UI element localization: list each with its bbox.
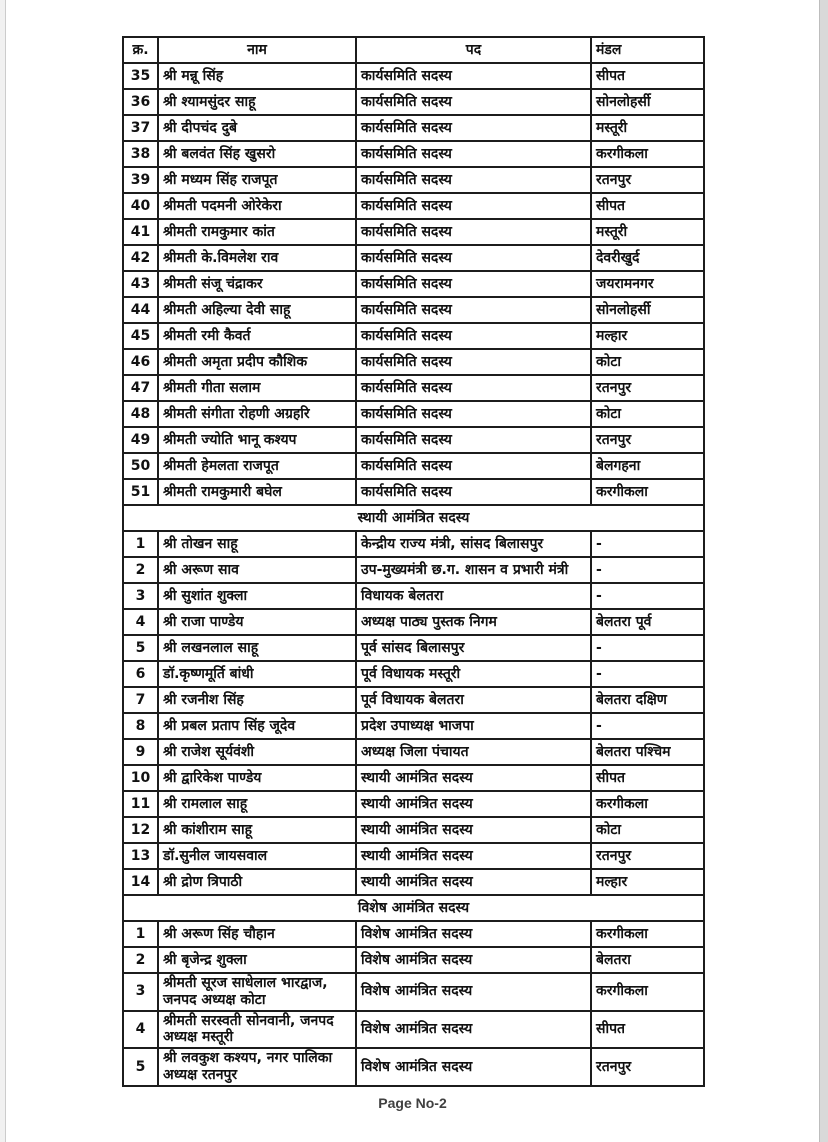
- post-cell: कार्यसमिति सदस्य: [356, 401, 591, 427]
- post-cell: स्थायी आमंत्रित सदस्य: [356, 869, 591, 895]
- name-cell: श्री सुशांत शुक्ला: [158, 583, 356, 609]
- table-row: [123, 661, 704, 687]
- row-number-cell: 48: [123, 401, 158, 427]
- post-cell: विशेष आमंत्रित सदस्य: [356, 947, 591, 973]
- name-cell: श्रीमती पदमनी ओरेकेरा: [158, 193, 356, 219]
- row-number-cell: 49: [123, 427, 158, 453]
- name-cell: श्री बृजेन्द्र शुक्ला: [158, 947, 356, 973]
- post-cell: विधायक बेलतरा: [356, 583, 591, 609]
- table-row: [123, 219, 704, 245]
- name-cell: श्री कांशीराम साहू: [158, 817, 356, 843]
- post-cell: कार्यसमिति सदस्य: [356, 323, 591, 349]
- zone-cell: रतनपुर: [591, 1048, 704, 1086]
- name-cell: श्री प्रबल प्रताप सिंह जूदेव: [158, 713, 356, 739]
- table-row: [123, 271, 704, 297]
- members-table: [122, 36, 705, 1087]
- name-cell: श्री मन्नू सिंह: [158, 63, 356, 89]
- row-number-cell: 14: [123, 869, 158, 895]
- post-cell: कार्यसमिति सदस्य: [356, 167, 591, 193]
- name-cell: श्रीमती के.विमलेश राव: [158, 245, 356, 271]
- zone-cell: -: [591, 583, 704, 609]
- table-row: [123, 973, 704, 1011]
- name-cell: श्री रामलाल साहू: [158, 791, 356, 817]
- table-row: [123, 1011, 704, 1049]
- name-cell: श्री रजनीश सिंह: [158, 687, 356, 713]
- post-cell: स्थायी आमंत्रित सदस्य: [356, 843, 591, 869]
- row-number-cell: 47: [123, 375, 158, 401]
- post-cell: कार्यसमिति सदस्य: [356, 453, 591, 479]
- table-row: [123, 609, 704, 635]
- name-cell: श्री बलवंत सिंह खुसरो: [158, 141, 356, 167]
- row-number-cell: 38: [123, 141, 158, 167]
- table-row: [123, 375, 704, 401]
- zone-cell: मल्हार: [591, 323, 704, 349]
- name-cell: श्रीमती ज्योति भानू कश्यप: [158, 427, 356, 453]
- zone-cell: करगीकला: [591, 479, 704, 505]
- table-row: [123, 531, 704, 557]
- name-cell: श्री दीपचंद दुबे: [158, 115, 356, 141]
- table-body: [123, 63, 704, 1086]
- table-row: [123, 115, 704, 141]
- name-cell: श्री तोखन साहू: [158, 531, 356, 557]
- zone-cell: -: [591, 661, 704, 687]
- name-cell: श्री लवकुश कश्यप, नगर पालिका अध्यक्ष रतनपुर: [158, 1048, 356, 1086]
- row-number-cell: 5: [123, 635, 158, 661]
- section-header-row: [123, 895, 704, 921]
- zone-cell: सीपत: [591, 63, 704, 89]
- post-cell: कार्यसमिति सदस्य: [356, 427, 591, 453]
- row-number-cell: 7: [123, 687, 158, 713]
- row-number-cell: 4: [123, 609, 158, 635]
- table-row: [123, 947, 704, 973]
- name-cell: श्री लखनलाल साहू: [158, 635, 356, 661]
- post-cell: कार्यसमिति सदस्य: [356, 271, 591, 297]
- table-row: [123, 921, 704, 947]
- zone-cell: बेलतरा दक्षिण: [591, 687, 704, 713]
- name-cell: श्रीमती रामकुमारी बघेल: [158, 479, 356, 505]
- table-row: [123, 167, 704, 193]
- table-row: [123, 869, 704, 895]
- zone-cell: करगीकला: [591, 791, 704, 817]
- row-number-cell: 37: [123, 115, 158, 141]
- post-cell: स्थायी आमंत्रित सदस्य: [356, 817, 591, 843]
- name-cell: श्री अरूण सिंह चौहान: [158, 921, 356, 947]
- zone-cell: सीपत: [591, 765, 704, 791]
- name-cell: श्रीमती संगीता रोहणी अग्रहरि: [158, 401, 356, 427]
- post-cell: कार्यसमिति सदस्य: [356, 349, 591, 375]
- table-row: [123, 479, 704, 505]
- table-row: [123, 401, 704, 427]
- row-number-cell: 42: [123, 245, 158, 271]
- table-row: [123, 817, 704, 843]
- zone-cell: मल्हार: [591, 869, 704, 895]
- table-row: [123, 453, 704, 479]
- post-cell: विशेष आमंत्रित सदस्य: [356, 1048, 591, 1086]
- row-number-cell: 36: [123, 89, 158, 115]
- row-number-cell: 45: [123, 323, 158, 349]
- row-number-cell: 2: [123, 557, 158, 583]
- name-cell: श्रीमती अहिल्या देवी साहू: [158, 297, 356, 323]
- zone-cell: जयरामनगर: [591, 271, 704, 297]
- row-number-cell: 1: [123, 921, 158, 947]
- row-number-cell: 50: [123, 453, 158, 479]
- table-row: [123, 193, 704, 219]
- name-cell: श्री राजेश सूर्यवंशी: [158, 739, 356, 765]
- zone-cell: कोटा: [591, 349, 704, 375]
- row-number-cell: 10: [123, 765, 158, 791]
- name-cell: श्रीमती हेमलता राजपूत: [158, 453, 356, 479]
- zone-cell: बेलतरा पश्चिम: [591, 739, 704, 765]
- post-cell: अध्यक्ष पाठ्य पुस्तक निगम: [356, 609, 591, 635]
- name-cell: श्री द्वारिकेश पाण्डेय: [158, 765, 356, 791]
- zone-cell: मस्तूरी: [591, 219, 704, 245]
- post-cell: कार्यसमिति सदस्य: [356, 245, 591, 271]
- table-row: [123, 245, 704, 271]
- row-number-cell: 5: [123, 1048, 158, 1086]
- zone-cell: -: [591, 531, 704, 557]
- table-row: [123, 323, 704, 349]
- post-cell: स्थायी आमंत्रित सदस्य: [356, 765, 591, 791]
- post-cell: विशेष आमंत्रित सदस्य: [356, 1011, 591, 1049]
- section-title: विशेष आमंत्रित सदस्य: [123, 895, 704, 921]
- name-cell: डॉ.सुनील जायसवाल: [158, 843, 356, 869]
- row-number-cell: 3: [123, 583, 158, 609]
- row-number-cell: 3: [123, 973, 158, 1011]
- zone-cell: रतनपुर: [591, 843, 704, 869]
- row-number-cell: 35: [123, 63, 158, 89]
- post-cell: विशेष आमंत्रित सदस्य: [356, 973, 591, 1011]
- name-cell: श्री मध्यम सिंह राजपूत: [158, 167, 356, 193]
- table-row: [123, 557, 704, 583]
- row-number-cell: 12: [123, 817, 158, 843]
- row-number-cell: 39: [123, 167, 158, 193]
- table-row: [123, 349, 704, 375]
- row-number-cell: 40: [123, 193, 158, 219]
- name-cell: श्री द्रोण त्रिपाठी: [158, 869, 356, 895]
- scrollbar[interactable]: [819, 0, 828, 1142]
- table-row: [123, 63, 704, 89]
- table-row: [123, 583, 704, 609]
- column-header: पद: [356, 37, 591, 63]
- section-header-row: [123, 505, 704, 531]
- row-number-cell: 46: [123, 349, 158, 375]
- name-cell: डॉ.कृष्णमूर्ति बांधी: [158, 661, 356, 687]
- name-cell: श्रीमती रामकुमार कांत: [158, 219, 356, 245]
- post-cell: कार्यसमिति सदस्य: [356, 219, 591, 245]
- zone-cell: -: [591, 713, 704, 739]
- post-cell: कार्यसमिति सदस्य: [356, 479, 591, 505]
- zone-cell: रतनपुर: [591, 167, 704, 193]
- row-number-cell: 8: [123, 713, 158, 739]
- zone-cell: कोटा: [591, 817, 704, 843]
- zone-cell: देवरीखुर्द: [591, 245, 704, 271]
- name-cell: श्री अरूण साव: [158, 557, 356, 583]
- zone-cell: सोनलोहर्सी: [591, 89, 704, 115]
- name-cell: श्री श्यामसुंदर साहू: [158, 89, 356, 115]
- post-cell: कार्यसमिति सदस्य: [356, 375, 591, 401]
- post-cell: कार्यसमिति सदस्य: [356, 63, 591, 89]
- zone-cell: करगीकला: [591, 973, 704, 1011]
- table-row: [123, 141, 704, 167]
- post-cell: कार्यसमिति सदस्य: [356, 89, 591, 115]
- zone-cell: सोनलोहर्सी: [591, 297, 704, 323]
- zone-cell: कोटा: [591, 401, 704, 427]
- name-cell: श्रीमती सूरज साधेलाल भारद्वाज, जनपद अध्यक्ष कोटा: [158, 973, 356, 1011]
- table-row: [123, 713, 704, 739]
- column-header: मंडल: [591, 37, 704, 63]
- post-cell: स्थायी आमंत्रित सदस्य: [356, 791, 591, 817]
- page-left-edge: [0, 0, 6, 1142]
- post-cell: कार्यसमिति सदस्य: [356, 193, 591, 219]
- name-cell: श्रीमती रमी कैवर्त: [158, 323, 356, 349]
- row-number-cell: 13: [123, 843, 158, 869]
- table-row: [123, 791, 704, 817]
- row-number-cell: 41: [123, 219, 158, 245]
- zone-cell: -: [591, 557, 704, 583]
- row-number-cell: 51: [123, 479, 158, 505]
- page-footer: Page No-2: [378, 1095, 447, 1111]
- table-row: [123, 297, 704, 323]
- row-number-cell: 44: [123, 297, 158, 323]
- table-row: [123, 427, 704, 453]
- table-row: [123, 765, 704, 791]
- row-number-cell: 1: [123, 531, 158, 557]
- name-cell: श्री राजा पाण्डेय: [158, 609, 356, 635]
- table-header: [123, 37, 704, 63]
- post-cell: अध्यक्ष जिला पंचायत: [356, 739, 591, 765]
- post-cell: कार्यसमिति सदस्य: [356, 141, 591, 167]
- row-number-cell: 11: [123, 791, 158, 817]
- column-header: क्र.: [123, 37, 158, 63]
- table-row: [123, 89, 704, 115]
- zone-cell: करगीकला: [591, 141, 704, 167]
- post-cell: केन्द्रीय राज्य मंत्री, सांसद बिलासपुर: [356, 531, 591, 557]
- column-header: नाम: [158, 37, 356, 63]
- zone-cell: बेलगहना: [591, 453, 704, 479]
- header-row: [123, 37, 704, 63]
- name-cell: श्रीमती सरस्वती सोनवानी, जनपद अध्यक्ष मस्तूरी: [158, 1011, 356, 1049]
- post-cell: प्रदेश उपाध्यक्ष भाजपा: [356, 713, 591, 739]
- name-cell: श्रीमती अमृता प्रदीप कौशिक: [158, 349, 356, 375]
- row-number-cell: 43: [123, 271, 158, 297]
- zone-cell: बेलतरा: [591, 947, 704, 973]
- name-cell: श्रीमती गीता सलाम: [158, 375, 356, 401]
- post-cell: विशेष आमंत्रित सदस्य: [356, 921, 591, 947]
- zone-cell: करगीकला: [591, 921, 704, 947]
- zone-cell: -: [591, 635, 704, 661]
- post-cell: पूर्व विधायक मस्तूरी: [356, 661, 591, 687]
- table-row: [123, 635, 704, 661]
- zone-cell: सीपत: [591, 1011, 704, 1049]
- post-cell: कार्यसमिति सदस्य: [356, 115, 591, 141]
- zone-cell: सीपत: [591, 193, 704, 219]
- table-row: [123, 687, 704, 713]
- row-number-cell: 6: [123, 661, 158, 687]
- row-number-cell: 2: [123, 947, 158, 973]
- name-cell: श्रीमती संजू चंद्राकर: [158, 271, 356, 297]
- row-number-cell: 9: [123, 739, 158, 765]
- post-cell: उप-मुख्यमंत्री छ.ग. शासन व प्रभारी मंत्री: [356, 557, 591, 583]
- post-cell: पूर्व विधायक बेलतरा: [356, 687, 591, 713]
- zone-cell: रतनपुर: [591, 375, 704, 401]
- row-number-cell: 4: [123, 1011, 158, 1049]
- post-cell: पूर्व सांसद बिलासपुर: [356, 635, 591, 661]
- table-row: [123, 843, 704, 869]
- table-row: [123, 1048, 704, 1086]
- zone-cell: रतनपुर: [591, 427, 704, 453]
- zone-cell: मस्तूरी: [591, 115, 704, 141]
- table-row: [123, 739, 704, 765]
- section-title: स्थायी आमंत्रित सदस्य: [123, 505, 704, 531]
- zone-cell: बेलतरा पूर्व: [591, 609, 704, 635]
- post-cell: कार्यसमिति सदस्य: [356, 297, 591, 323]
